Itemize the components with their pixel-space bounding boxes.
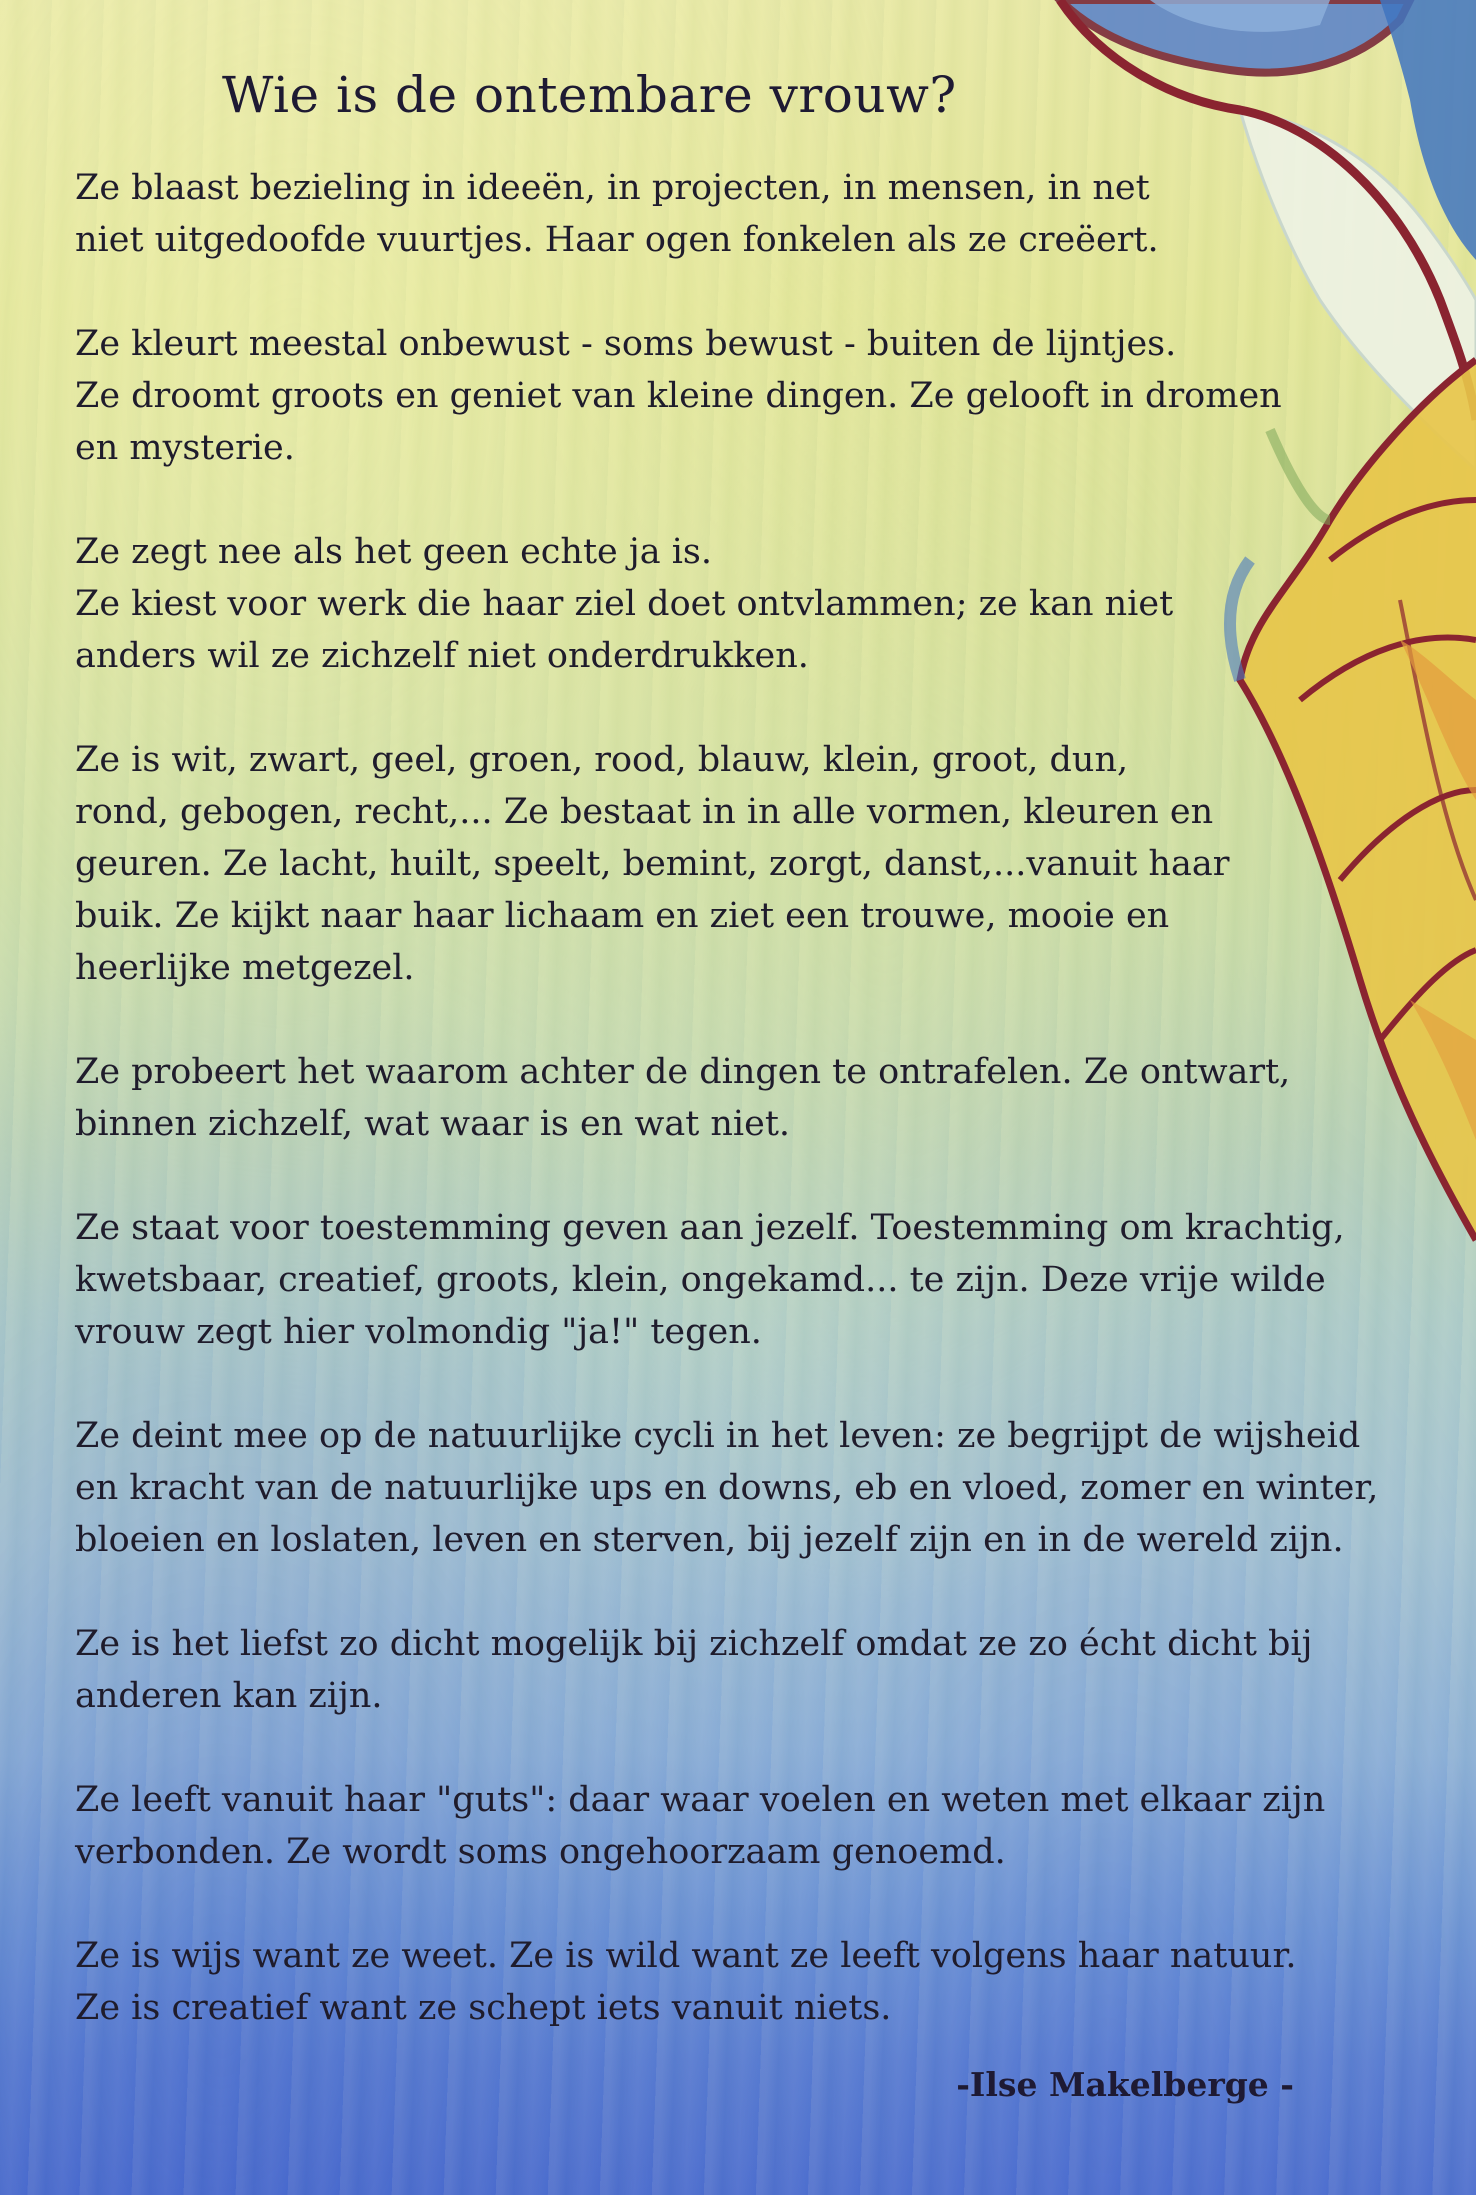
poem-line: Ze is creatief want ze schept iets vanuit niets. [75,1988,892,2028]
poem-line: Ze deint mee op de natuurlijke cycli in het leven: ze begrijpt de wijsheid [75,1416,1361,1456]
poem-line: Ze probeert het waarom achter de dingen te ontrafelen. Ze ontwart, [75,1052,1291,1092]
poem-line: Ze kleurt meestal onbewust - soms bewust - buiten de lijntjes. [75,324,1177,364]
poem-stanza [75,734,1415,994]
poem-stanza [75,1930,1415,2034]
poem-line: Ze staat voor toestemming geven aan jezelf. Toestemming om krachtig, [75,1208,1345,1248]
poem-line: Ze zegt nee als het geen echte ja is. [75,532,712,572]
poem-stanza [75,1774,1415,1878]
poem-line: Ze droomt groots en geniet van kleine dingen. Ze gelooft in dromen [75,376,1282,416]
poem-line: verbonden. Ze wordt soms ongehoorzaam genoemd. [75,1832,1006,1872]
poem-line: en mysterie. [75,428,295,468]
poem-line: en kracht van de natuurlijke ups en downs, eb en vloed, zomer en winter, [75,1468,1379,1508]
poem-line: niet uitgedoofde vuurtjes. Haar ogen fonkelen als ze creëert. [75,220,1159,260]
poem-line: anderen kan zijn. [75,1676,383,1716]
poem-line: Ze kiest voor werk die haar ziel doet ontvlammen; ze kan niet [75,584,1174,624]
poem-line: Ze blaast bezieling in ideeën, in projecten, in mensen, in net [75,168,1150,208]
poem-stanza [75,526,1415,682]
poem-line: binnen zichzelf, wat waar is en wat niet. [75,1104,791,1144]
poem-line: heerlijke metgezel. [75,948,415,988]
poem-stanza [75,1618,1415,1722]
page-title: Wie is de ontembare vrouw? [222,66,957,124]
poem-line: Ze is het liefst zo dicht mogelijk bij zichzelf omdat ze zo écht dicht bij [75,1624,1313,1664]
poem-stanza [75,1410,1415,1566]
poem-stanza [75,1046,1415,1150]
poem-line: geuren. Ze lacht, huilt, speelt, bemint, zorgt, danst,...vanuit haar [75,844,1230,884]
poem-line: kwetsbaar, creatief, groots, klein, ongekamd... te zijn. Deze vrije wilde [75,1260,1326,1300]
poem-line: vrouw zegt hier volmondig "ja!" tegen. [75,1312,762,1352]
author-signature: -Ilse Makelberge - [956,2065,1294,2104]
poem-line: Ze is wijs want ze weet. Ze is wild want ze leeft volgens haar natuur. [75,1936,1297,1976]
poem-line: Ze leeft vanuit haar "guts": daar waar voelen en weten met elkaar zijn [75,1780,1326,1820]
poem-stanza [75,318,1415,474]
poem-line: buik. Ze kijkt naar haar lichaam en ziet een trouwe, mooie en [75,896,1170,936]
poem-stanza [75,162,1415,266]
poem-body [75,162,1415,2086]
poem-line: Ze is wit, zwart, geel, groen, rood, blauw, klein, groot, dun, [75,740,1129,780]
poem-stanza [75,1202,1415,1358]
poem-line: rond, gebogen, recht,... Ze bestaat in in alle vormen, kleuren en [75,792,1214,832]
poem-line: bloeien en loslaten, leven en sterven, bij jezelf zijn en in de wereld zijn. [75,1520,1344,1560]
poem-line: anders wil ze zichzelf niet onderdrukken. [75,636,809,676]
